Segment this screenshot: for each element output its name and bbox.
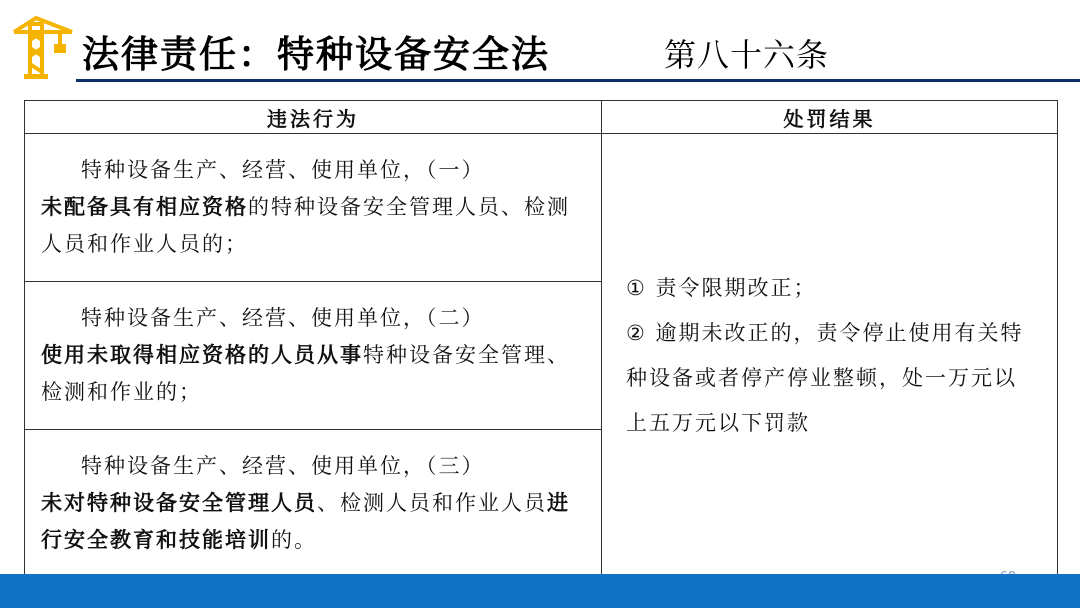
violation-intro: 特种设备生产、经营、使用单位，（一） <box>81 158 485 182</box>
violation-text <box>41 485 585 559</box>
footer-bar <box>0 574 1080 608</box>
violation-text <box>41 189 585 263</box>
violation-cell-1 <box>25 134 602 282</box>
violation-middle: 、检测人员和作业人员 <box>317 491 547 515</box>
violation-cell-2 <box>25 282 602 430</box>
penalty-item-2: ② 逾期未改正的，责令停止使用有关特种设备或者停产停业整顿，处一万元以上五万元以下罚款 <box>626 320 1024 435</box>
violation-rest: 的。 <box>271 528 317 552</box>
column-header-violation: 违法行为 <box>25 101 602 134</box>
violation-rest: 特种设备安全管理、检测和作业的； <box>41 343 570 404</box>
violation-cell-3 <box>25 430 602 578</box>
crane-icon <box>10 14 76 80</box>
page-title: 法律责任：特种设备安全法 <box>82 33 550 76</box>
violation-intro: 特种设备生产、经营、使用单位，（二） <box>81 306 485 330</box>
violation-intro: 特种设备生产、经营、使用单位，（三） <box>81 454 485 478</box>
penalty-table <box>24 100 1058 578</box>
violation-text <box>41 337 585 411</box>
violation-emphasis: 使用未取得相应资格的人员从事 <box>41 343 363 367</box>
violation-emphasis-2: 进行安全教育和技能培训 <box>41 491 570 552</box>
violation-emphasis: 未配备具有相应资格 <box>41 195 248 219</box>
penalty-cell <box>602 134 1058 578</box>
header-divider <box>76 79 1080 82</box>
article-number: 第八十六条 <box>664 36 830 74</box>
table-row <box>25 134 1058 282</box>
violation-emphasis: 未对特种设备安全管理人员 <box>41 491 317 515</box>
column-header-penalty: 处罚结果 <box>602 101 1058 134</box>
penalty-item-1: ① 责令限期改正； <box>626 275 817 300</box>
table-header-row <box>25 101 1058 134</box>
violation-rest: 的特种设备安全管理人员、检测人员和作业人员的； <box>41 195 570 256</box>
